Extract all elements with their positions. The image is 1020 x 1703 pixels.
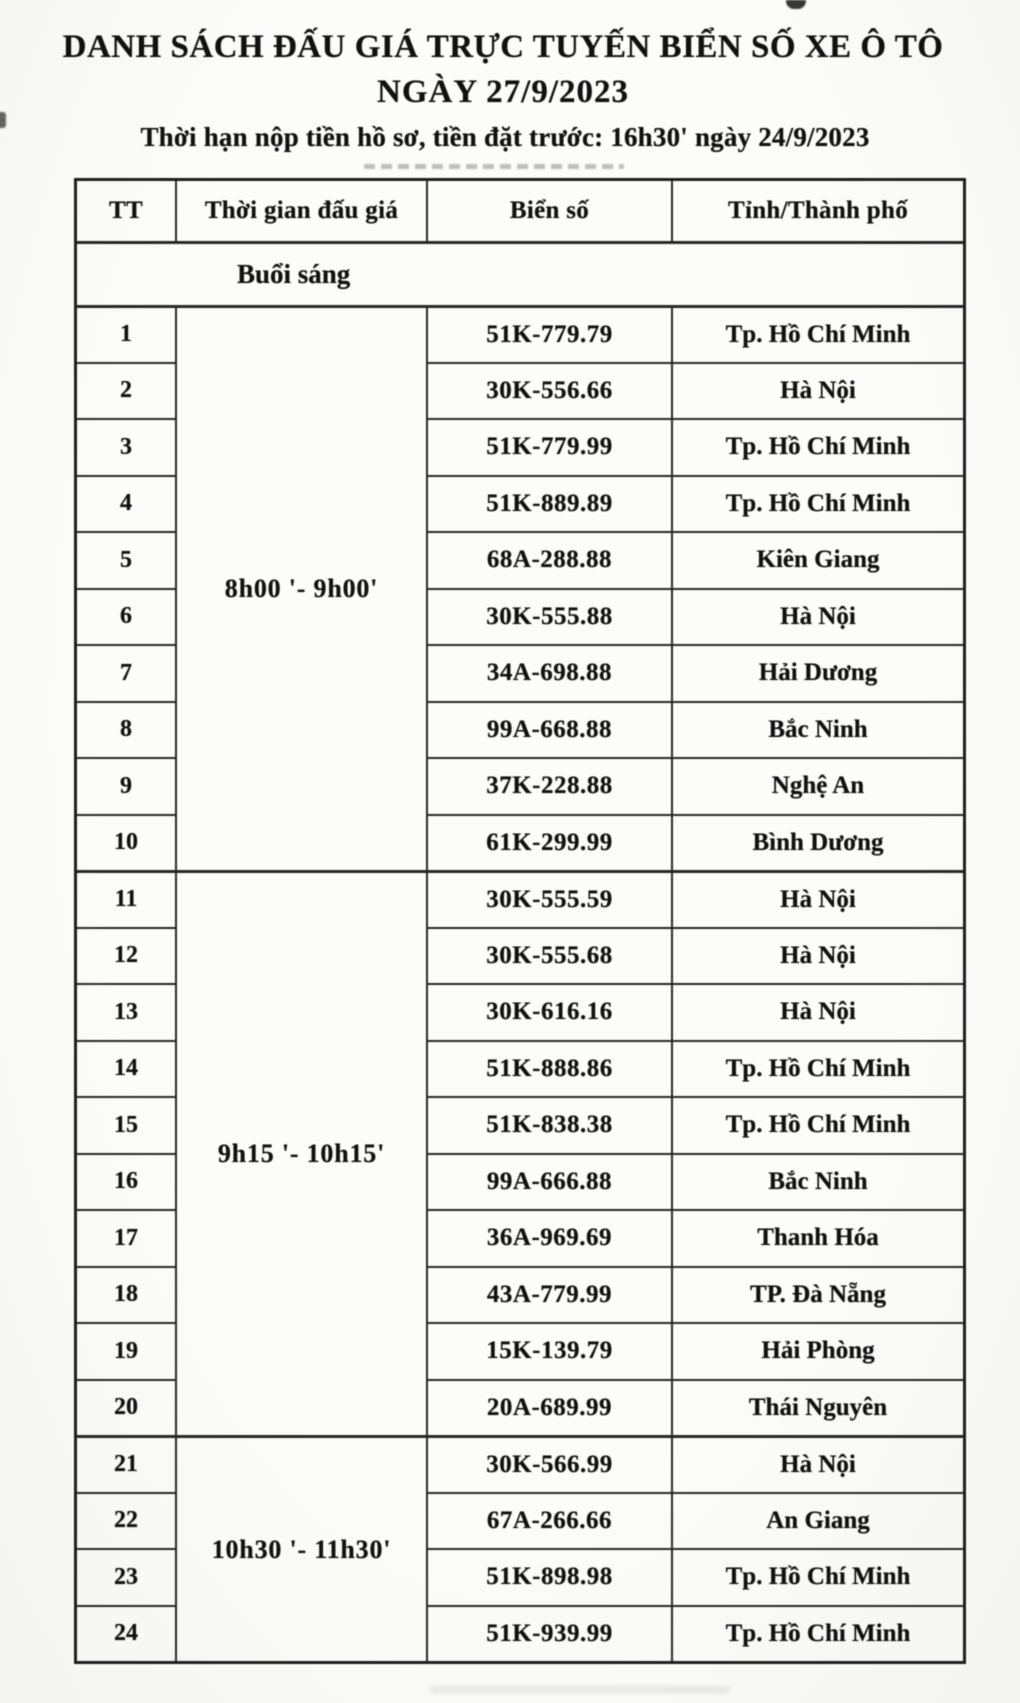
row-number-cell: 8 [77, 701, 175, 758]
row-number-cell: 17 [77, 1209, 175, 1266]
plate-number-cell: 51K-888.86 [426, 1040, 671, 1097]
plate-number-cell: 67A-266.66 [426, 1492, 671, 1549]
column-header-2: Thời gian đấu giá [175, 181, 426, 241]
row-number-cell: 10 [77, 814, 175, 871]
row-number-cell: 11 [77, 870, 175, 927]
province-cell: Hà Nội [671, 927, 963, 984]
column-header-4: Tỉnh/Thành phố [671, 181, 963, 241]
row-number-cell: 14 [77, 1040, 175, 1097]
row-number-cell: 12 [77, 927, 175, 984]
province-cell: Hà Nội [671, 983, 963, 1040]
plate-number-cell: 51K-898.98 [426, 1548, 671, 1605]
time-group-cell-2: 9h15 '- 10h15' [175, 870, 426, 1435]
section-row-label: Buổi sáng [77, 241, 963, 305]
province-cell: TP. Đà Nẵng [671, 1266, 963, 1323]
province-cell: Kiên Giang [671, 531, 963, 588]
plate-number-cell: 51K-779.79 [426, 305, 671, 362]
plate-number-cell: 43A-779.99 [426, 1266, 671, 1323]
province-cell: Thái Nguyên [671, 1379, 963, 1436]
province-cell: Bắc Ninh [671, 701, 963, 758]
province-cell: Bắc Ninh [671, 1153, 963, 1210]
plate-number-cell: 99A-666.88 [426, 1153, 671, 1210]
plate-number-cell: 15K-139.79 [426, 1322, 671, 1379]
province-cell: Tp. Hồ Chí Minh [671, 1096, 963, 1153]
time-group-cell-3: 10h30 '- 11h30' [175, 1435, 426, 1661]
row-number-cell: 13 [77, 983, 175, 1040]
row-number-cell: 3 [77, 418, 175, 475]
province-cell: Hải Phòng [671, 1322, 963, 1379]
auction-table [74, 178, 966, 1664]
row-number-cell: 18 [77, 1266, 175, 1323]
row-number-cell: 1 [77, 305, 175, 362]
province-cell: Tp. Hồ Chí Minh [671, 1548, 963, 1605]
column-header-3: Biển số [426, 181, 671, 241]
row-number-cell: 5 [77, 531, 175, 588]
plate-number-cell: 30K-555.68 [426, 927, 671, 984]
plate-number-cell: 68A-288.88 [426, 531, 671, 588]
province-cell: Tp. Hồ Chí Minh [671, 1040, 963, 1097]
plate-number-cell: 20A-689.99 [426, 1379, 671, 1436]
document-title [0, 24, 1006, 114]
row-number-cell: 15 [77, 1096, 175, 1153]
plate-number-cell: 36A-969.69 [426, 1209, 671, 1266]
time-group-cell-1: 8h00 '- 9h00' [175, 305, 426, 870]
province-cell: Hà Nội [671, 870, 963, 927]
scan-artifact-top [786, 0, 806, 9]
plate-number-cell: 37K-228.88 [426, 757, 671, 814]
plate-number-cell: 51K-939.99 [426, 1605, 671, 1662]
title-line-2: NGÀY 27/9/2023 [376, 74, 630, 110]
scan-smudge-bottom [430, 1686, 730, 1693]
row-number-cell: 22 [77, 1492, 175, 1549]
column-header-1: TT [109, 197, 143, 224]
row-number-cell: 6 [77, 588, 175, 645]
title-line-1: DANH SÁCH ĐẤU GIÁ TRỰC TUYẾN BIỂN SỐ XE Ô TÔ [62, 29, 944, 65]
province-cell: Tp. Hồ Chí Minh [671, 475, 963, 532]
row-number-cell: 7 [77, 644, 175, 701]
province-cell: Hải Dương [671, 644, 963, 701]
province-cell: Tp. Hồ Chí Minh [671, 1605, 963, 1662]
deadline-subtitle: Thời hạn nộp tiền hồ sơ, tiền đặt trước: 16h30' ngày 24/9/2023 [140, 122, 870, 152]
province-cell: Thanh Hóa [671, 1209, 963, 1266]
plate-number-cell: 30K-556.66 [426, 362, 671, 419]
plate-number-cell: 51K-838.38 [426, 1096, 671, 1153]
province-cell: Tp. Hồ Chí Minh [671, 305, 963, 362]
row-number-cell: 20 [77, 1379, 175, 1436]
plate-number-cell: 34A-698.88 [426, 644, 671, 701]
plate-number-cell: 61K-299.99 [426, 814, 671, 871]
plate-number-cell: 30K-555.88 [426, 588, 671, 645]
province-cell: Hà Nội [671, 588, 963, 645]
province-cell: Tp. Hồ Chí Minh [671, 418, 963, 475]
row-number-cell: 23 [77, 1548, 175, 1605]
province-cell: Nghệ An [671, 757, 963, 814]
row-number-cell: 21 [77, 1435, 175, 1492]
illegible-small-print [364, 164, 624, 169]
plate-number-cell: 30K-555.59 [426, 870, 671, 927]
plate-number-cell: 99A-668.88 [426, 701, 671, 758]
row-number-cell: 2 [77, 362, 175, 419]
row-number-cell: 4 [77, 475, 175, 532]
plate-number-cell: 30K-566.99 [426, 1435, 671, 1492]
province-cell: Hà Nội [671, 362, 963, 419]
row-number-cell: 16 [77, 1153, 175, 1210]
row-number-cell: 24 [77, 1605, 175, 1662]
row-number-cell: 9 [77, 757, 175, 814]
plate-number-cell: 51K-889.89 [426, 475, 671, 532]
province-cell: Bình Dương [671, 814, 963, 871]
row-number-cell: 19 [77, 1322, 175, 1379]
plate-number-cell: 51K-779.99 [426, 418, 671, 475]
province-cell: Hà Nội [671, 1435, 963, 1492]
plate-number-cell: 30K-616.16 [426, 983, 671, 1040]
province-cell: An Giang [671, 1492, 963, 1549]
